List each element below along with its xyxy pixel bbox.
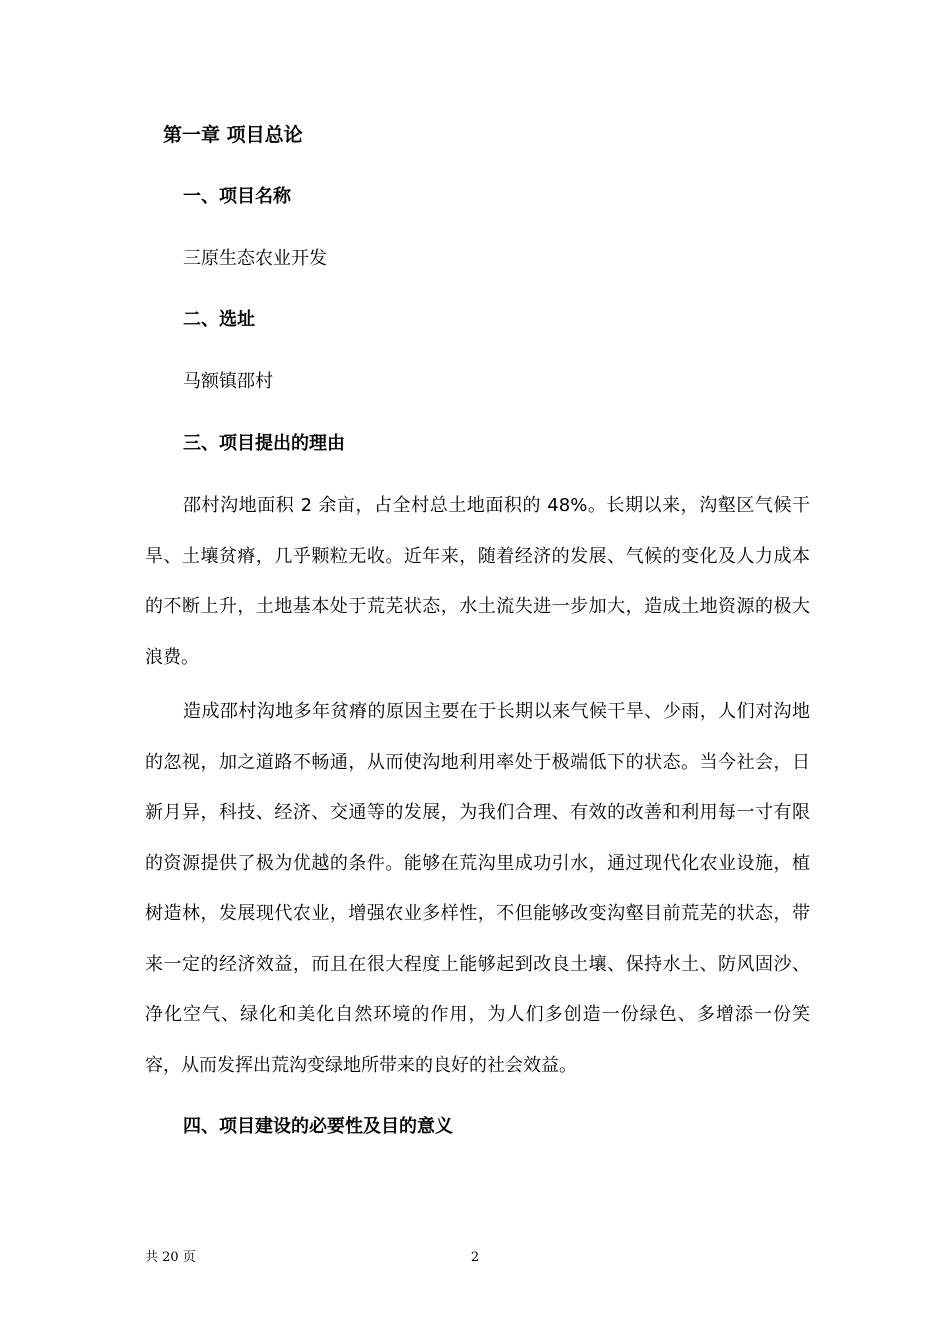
section-heading-necessity: 四、项目建设的必要性及目的意义 (183, 1116, 453, 1137)
site-text: 马额镇邵村 (183, 371, 273, 392)
section-heading-reasons: 三、项目提出的理由 (183, 433, 345, 454)
chapter-title: 第一章 项目总论 (163, 124, 303, 146)
reasons-paragraph-2: 造成邵村沟地多年贫瘠的原因主要在于长期以来气候干旱、少雨，人们对沟地的忽视，加之道路不畅通，从而使沟地利用率处于极端低下的状态。当今社会，日新月异，科技、经济、交通等的发展，为我们合理、有效的改善和利用每一寸有限的资源提供了极为优越的条件。能够在荒沟里成功引水，通过现代化农业设施，植树造林，发展现代农业，增强农业多样性，不但能够改变沟壑目前荒芜的状态，带来一定的经济效益，而且在很大程度上能够起到改良土壤、保持水土、防风固沙、净化空气、绿化和美化自然环境的作用，为人们多创造一份绿色、多增添一份笑容，从而发挥出荒沟变绿地所带来的良好的社会效益。 (145, 701, 810, 1076)
footer-total-pages: 共 20 页 (145, 1250, 196, 1265)
reasons-paragraph-1: 邵村沟地面积 2 余亩，占全村总土地面积的 48%。长期以来，沟壑区气候干旱、土壤贫瘠，几乎颗粒无收。近年来，随着经济的发展、气候的变化及人力成本的不断上升，土地基本处于荒芜状态，水土流失进一步加大，造成土地资源的极大浪费。 (145, 495, 810, 668)
project-name-text: 三原生态农业开发 (183, 248, 327, 269)
section-heading-site: 二、选址 (183, 309, 255, 330)
footer-page-number: 2 (470, 1250, 480, 1265)
section-heading-project-name: 一、项目名称 (183, 186, 291, 207)
